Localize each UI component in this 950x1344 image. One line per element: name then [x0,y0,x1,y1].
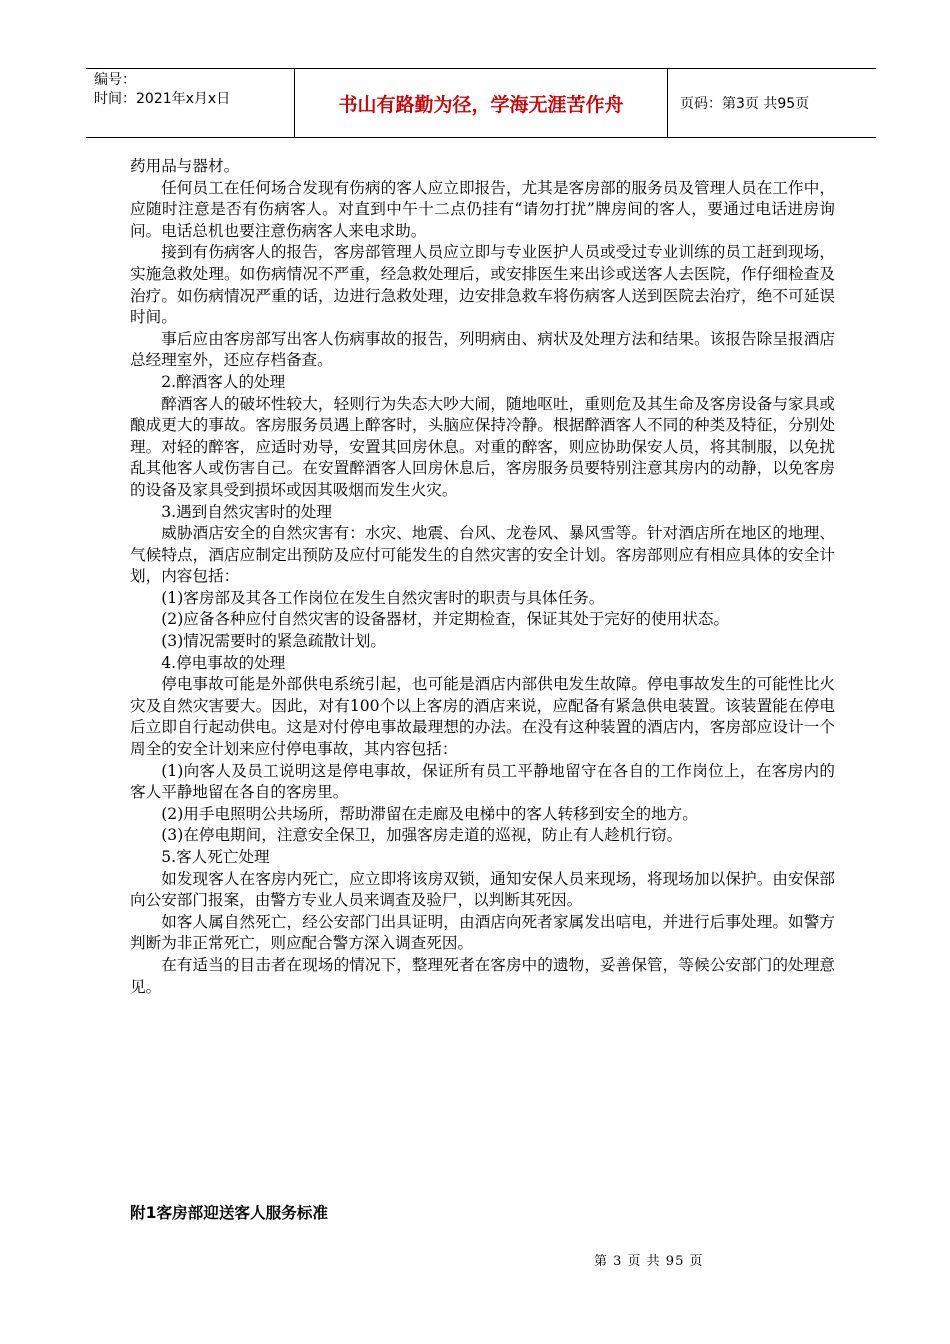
header-motto: 书山有路勤为径，学海无涯苦作舟 [295,69,668,137]
section-heading: 3.遇到自然灾害时的处理 [161,502,333,521]
paragraph: 事后应由客房部写出客人伤病事故的报告，列明病由、病状及处理方法和结果。该报告除呈报酒店总经理室外，还应存档备查。 [130,329,835,370]
number-label: 编号： [94,72,136,88]
paragraph: 醉酒客人的破坏性较大，轻则行为失态大吵大闹，随地呕吐，重则危及其生命及客房设备与家具或酿成更大的事故。客房服务员遇上醉客时，头脑应保持冷静。根据醉酒客人不同的种类及特征，分别处理。对轻的醉客，应适时劝导，安置其回房休息。对重的醉客，则应协助保安人员，将其制服，以免扰乱其他客人或伤害自己。在安置醉酒客人回房休息后，客房服务员要特别注意其房内的动静，以免客房的设备及家具受到损坏或因其吸烟而发生火灾。 [130,394,835,499]
paragraph: 如发现客人在客房内死亡，应立即将该房双锁，通知安保人员来现场，将现场加以保护。由安保部向公安部门报案，由警方专业人员来调查及验尸，以判断其死因。 [130,869,835,910]
paragraph: 威胁酒店安全的自然灾害有：水灾、地震、台风、龙卷风、暴风雪等。针对酒店所在地区的地理、气候特点，酒店应制定出预防及应付可能发生的自然灾害的安全计划。客房部则应有相应具体的安全计划，内容包括： [130,524,835,586]
time-label: 时间：2021年x月x日 [94,91,231,107]
section-heading: 5.客人死亡处理 [161,848,270,866]
section-heading: 4.停电事故的处理 [161,653,286,672]
paragraph: 药用品与器材。 [130,157,240,175]
header-meta [86,69,295,137]
paragraph: 接到有伤病客人的报告，客房部管理人员应立即与专业医护人员或受过专业训练的员工赶到现场，实施急救处理。如伤病情况不严重，经急救处理后，或安排医生来出诊或送客人去医院，作仔细检查及治疗。如伤病情况严重的话，边进行急救处理，边安排急救车将伤病客人送到医院去治疗，绝不可延误时间。 [130,243,835,327]
paragraph: 在有适当的目击者在现场的情况下，整理死者在客房中的遗物，妥善保管，等候公安部门的处理意见。 [130,955,835,996]
list-item: (2)应备各种应付自然灾害的设备器材，并定期检查，保证其处于完好的使用状态。 [161,610,730,629]
paragraph: 如客人属自然死亡，经公安部门出具证明，由酒店向死者家属发出唁电，并进行后事处理。如警方判断为非正常死亡，则应配合警方深入调查死因。 [130,912,835,953]
paragraph: 停电事故可能是外部供电系统引起，也可能是酒店内部供电发生故障。停电事故发生的可能性比火灾及自然灾害要大。因此，对有100个以上客房的酒店来说，应配备有紧急供电装置。该装置能在停电后立即自行起动供电。这是对付停电事故最理想的办法。在没有这种装置的酒店内，客房部应设计一个周全的安全计划来应付停电事故，其内容包括： [130,675,835,759]
list-item: (2)用手电照明公共场所，帮助滞留在走廊及电梯中的客人转移到安全的地方。 [161,804,698,823]
list-item: (1)向客人及员工说明这是停电事故，保证所有员工平静地留守在各自的工作岗位上，在客房内的客人平静地留在各自的客房里。 [130,761,835,802]
section-heading: 2.醉酒客人的处理 [161,372,286,391]
appendix-title: 附1客房部迎送客人服务标准 [130,1204,328,1222]
page-footer: 第 3 页 共 95 页 [594,1254,704,1269]
page-header [86,68,876,138]
header-page-label: 页码：第3页 共95页 [680,96,810,112]
list-item: (1)客房部及其各工作岗位在发生自然灾害时的职责与具体任务。 [161,588,605,607]
list-item: (3)情况需要时的紧急疏散计划。 [161,632,386,651]
paragraph: 任何员工在任何场合发现有伤病的客人应立即报告，尤其是客房部的服务员及管理人员在工作中，应随时注意是否有伤病客人。对直到中午十二点仍挂有“请勿打扰”牌房间的客人，要通过电话进房询问。电话总机也要注意伤病客人来电求助。 [130,178,835,240]
list-item: (3)在停电期间，注意安全保卫，加强客房走道的巡视，防止有人趁机行窃。 [161,826,683,845]
document-body [130,156,835,998]
